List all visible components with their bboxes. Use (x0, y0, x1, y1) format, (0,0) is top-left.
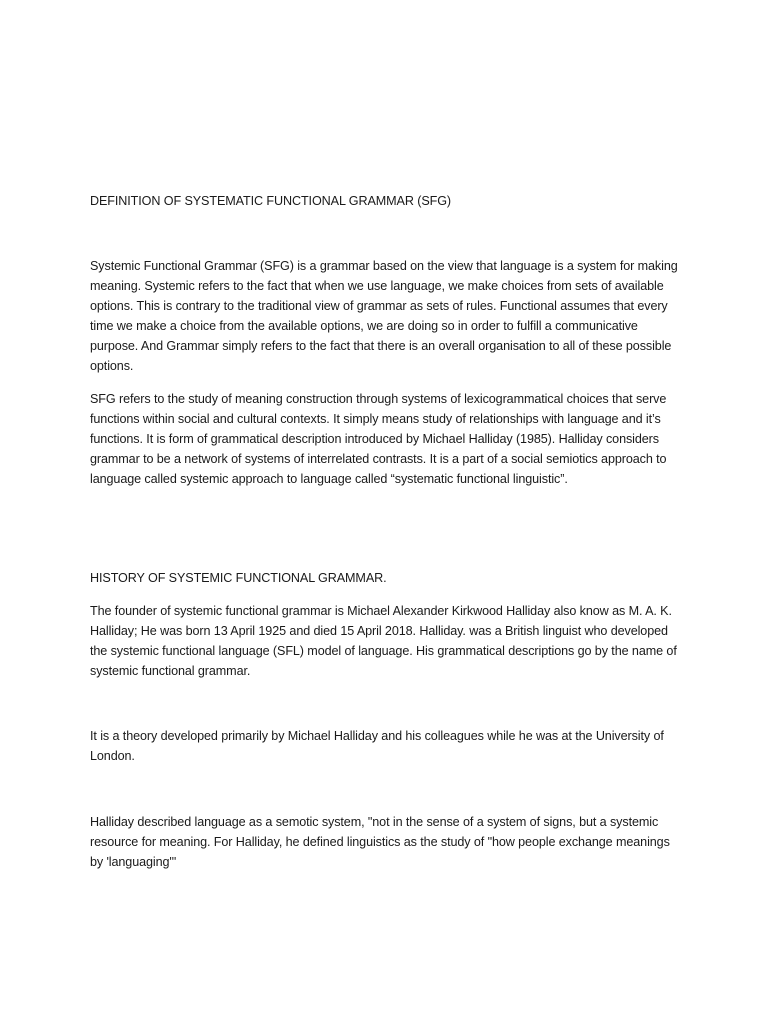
section-heading-history: HISTORY OF SYSTEMIC FUNCTIONAL GRAMMAR. (90, 571, 387, 585)
paragraph-sfg-overview: Systemic Functional Grammar (SFG) is a grammar based on the view that language is a system for making meaning. Systemic refers to the fact that when we use language, we make choices from sets of available options. This is contrary to the traditional view of grammar as sets of rules. Functional assumes that every time we make a choice from the available options, we are doing so in order to fulfill a communicative purpose. And Grammar simply refers to the fact that there is an overall organisation to all of these possible options. (90, 259, 678, 373)
paragraph-language-semiotic: Halliday described language as a semotic system, "not in the sense of a system of signs, but a systemic resource for meaning. For Halliday, he defined linguistics as the study of "how people exchange meanings by 'languaging'" (90, 815, 670, 869)
paragraph-theory-origin: It is a theory developed primarily by Michael Halliday and his colleagues while he was at the University of London. (90, 729, 664, 763)
paragraph-sfg-study: SFG refers to the study of meaning construction through systems of lexicogrammatical choices that serve functions within social and cultural contexts. It simply means study of relationships with language and it’s functions. It is form of grammatical description introduced by Michael Halliday (1985). Halliday considers grammar to be a network of systems of interrelated contrasts. It is a part of a social semiotics approach to language called systemic approach to language called “systematic functional linguistic”. (90, 392, 667, 486)
paragraph-founder: The founder of systemic functional grammar is Michael Alexander Kirkwood Halliday also know as M. A. K. Halliday; He was born 13 April 1925 and died 15 April 2018. Halliday. was a British linguist who developed the systemic functional language (SFL) model of language. His grammatical descriptions go by the name of systemic functional grammar. (90, 604, 677, 678)
section-heading-definition: DEFINITION OF SYSTEMATIC FUNCTIONAL GRAMMAR (SFG) (90, 194, 452, 208)
